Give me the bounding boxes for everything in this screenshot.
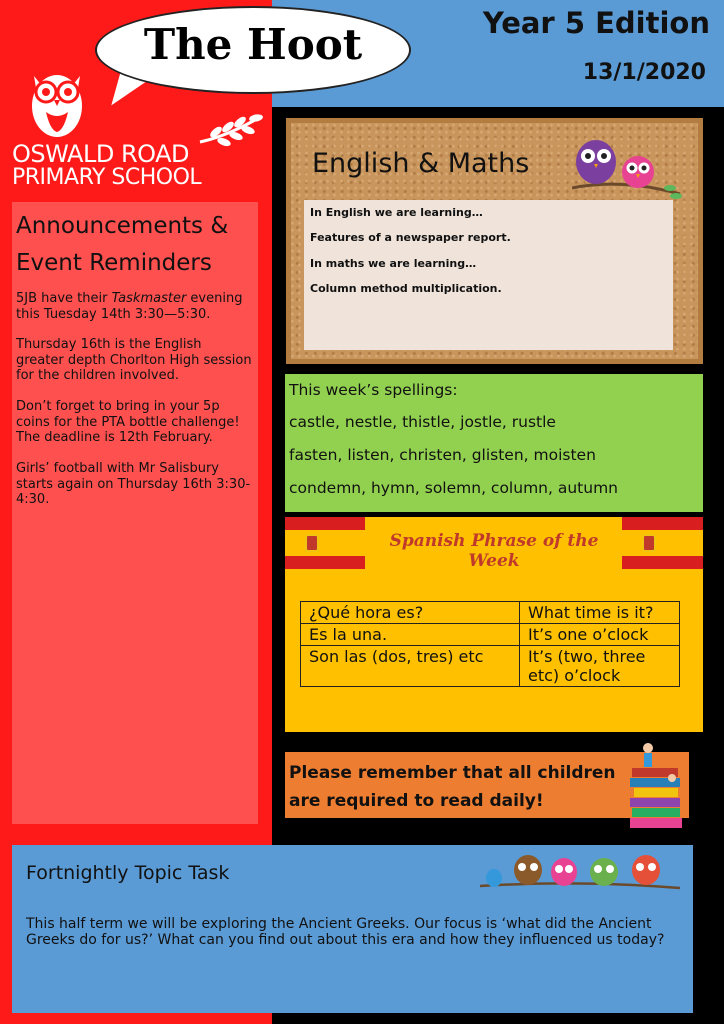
corkboard-note xyxy=(304,200,673,350)
spanish-flag-icon xyxy=(285,517,365,569)
laurel-branch-icon xyxy=(198,108,266,148)
edition-label: Year 5 Edition xyxy=(482,6,710,40)
table-row xyxy=(301,646,680,687)
reading-reminder-text: Please remember that all children are required to read daily! xyxy=(289,763,616,811)
english-maths-line: Column method multiplication. xyxy=(310,282,502,295)
announcement-item: Thursday 16th is the English greater depth Chorlton High session for the children involved. xyxy=(16,337,252,383)
english-translation: It’s one o’clock xyxy=(520,624,680,646)
spelling-line: condemn, hymn, solemn, column, autumn xyxy=(289,479,618,497)
english-maths-line: In English we are learning… xyxy=(310,206,483,219)
spanish-flag-icon xyxy=(622,517,703,569)
topic-task-text: This half term we will be exploring the Ancient Greeks. Our focus is ‘what did the Ancient Greeks do for us?’ What can you find out about this era and how they influenced us today? xyxy=(26,916,665,948)
spanish-phrase: ¿Qué hora es? xyxy=(301,602,520,624)
spanish-phrase: Es la una. xyxy=(301,624,520,646)
spellings-title: This week’s spellings: xyxy=(289,381,458,399)
announcement-item: Girls’ football with Mr Salisbury starts again on Thursday 16th 3:30-4:30. xyxy=(16,461,251,507)
owls-on-branch-icon xyxy=(572,138,682,204)
english-translation: What time is it? xyxy=(520,602,680,624)
english-maths-title: English & Maths xyxy=(312,148,530,179)
spanish-phrase: Son las (dos, tres) etc xyxy=(301,646,520,687)
announcement-item: 5JB have their Taskmaster evening this Tuesday 14th 3:30—5:30. xyxy=(16,291,243,322)
spanish-phrase-table xyxy=(300,601,680,687)
owl-logo-icon xyxy=(22,62,92,140)
english-maths-line: In maths we are learning… xyxy=(310,257,477,270)
table-row xyxy=(301,624,680,646)
spanish-title: Spanish Phrase of the Week xyxy=(389,531,599,571)
newsletter-title: The Hoot xyxy=(143,20,363,69)
english-maths-line: Features of a newspaper report. xyxy=(310,231,511,244)
school-name-line2: PRIMARY SCHOOL xyxy=(12,165,202,190)
announcement-item: Don’t forget to bring in your 5p coins for the PTA bottle challenge! The deadline is 12th February. xyxy=(16,399,240,445)
spelling-line: fasten, listen, christen, glisten, moisten xyxy=(289,446,596,464)
english-translation: It’s (two, three etc) o’clock xyxy=(520,646,680,687)
owl-row-icon xyxy=(480,850,680,892)
school-name-line1: OSWALD ROAD xyxy=(12,140,189,168)
book-stack-icon xyxy=(626,738,686,830)
announcements-title: Announcements & Event Reminders xyxy=(16,213,229,276)
issue-date: 13/1/2020 xyxy=(582,60,706,85)
table-row xyxy=(301,602,680,624)
spelling-line: castle, nestle, thistle, jostle, rustle xyxy=(289,413,556,431)
topic-task-title: Fortnightly Topic Task xyxy=(26,862,230,884)
